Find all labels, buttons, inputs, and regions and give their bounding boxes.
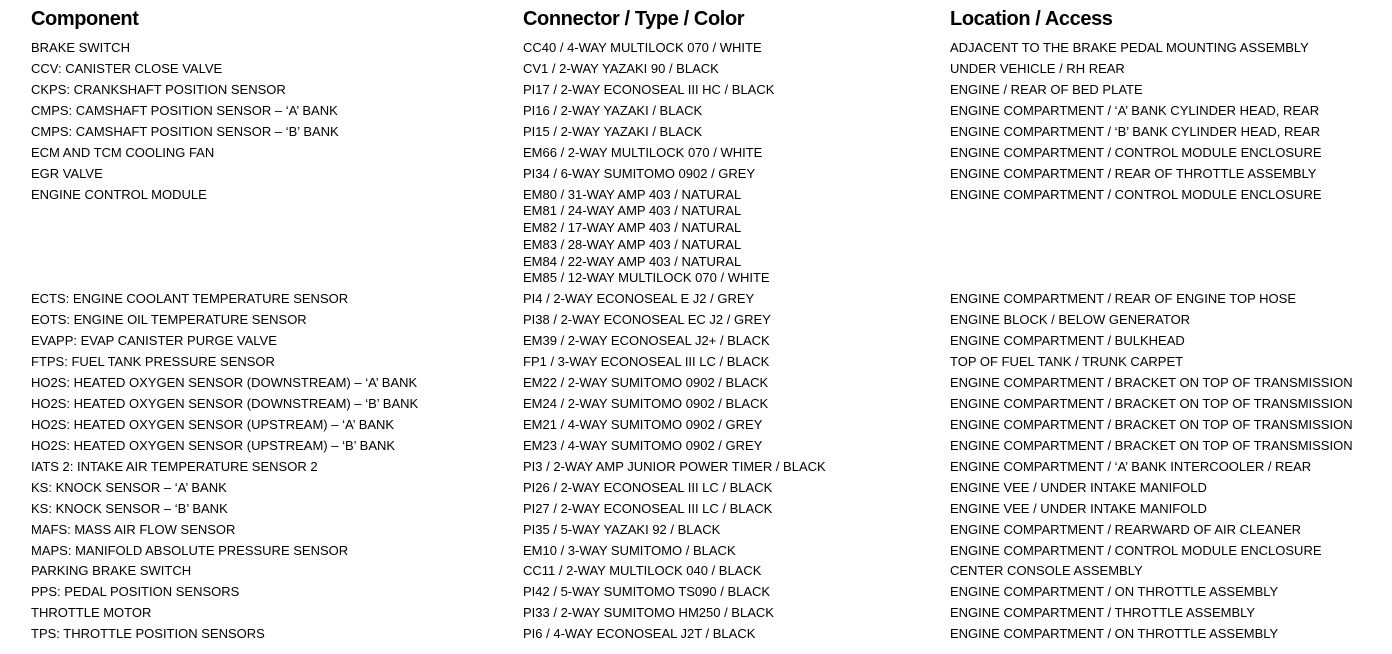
- table-row: [0, 394, 1392, 415]
- connector-line: EM85 / 12-WAY MULTILOCK 070 / WHITE: [523, 270, 770, 286]
- connector-line: EM39 / 2-WAY ECONOSEAL J2+ / BLACK: [523, 333, 770, 349]
- connector-cell: [523, 103, 702, 120]
- connector-line: EM10 / 3-WAY SUMITOMO / BLACK: [523, 542, 736, 558]
- component-cell: ENGINE CONTROL MODULE: [31, 186, 207, 202]
- location-cell: ENGINE COMPARTMENT / BRACKET ON TOP OF TRANSMISSION: [950, 437, 1353, 453]
- connector-line: PI26 / 2-WAY ECONOSEAL III LC / BLACK: [523, 479, 773, 495]
- location-cell: ENGINE COMPARTMENT / BRACKET ON TOP OF TRANSMISSION: [950, 395, 1353, 411]
- connector-line: PI16 / 2-WAY YAZAKI / BLACK: [523, 102, 703, 118]
- table-row: [0, 499, 1392, 520]
- table-row: [0, 185, 1392, 290]
- location-cell: ENGINE BLOCK / BELOW GENERATOR: [950, 312, 1191, 328]
- connector-cell: [523, 312, 771, 329]
- column-header-component: Component: [31, 8, 139, 30]
- location-cell: ENGINE COMPARTMENT / CONTROL MODULE ENCLOSURE: [950, 542, 1322, 558]
- connector-cell: [523, 626, 755, 643]
- connector-line: PI35 / 5-WAY YAZAKI 92 / BLACK: [523, 521, 721, 537]
- component-cell: HO2S: HEATED OXYGEN SENSOR (DOWNSTREAM) – ‘B’ BANK: [31, 395, 419, 411]
- table-row: [0, 457, 1392, 478]
- connector-cell: [523, 354, 769, 371]
- connector-line: PI34 / 6-WAY SUMITOMO 0902 / GREY: [523, 165, 756, 181]
- connector-line: EM82 / 17-WAY AMP 403 / NATURAL: [523, 220, 742, 236]
- table-row: [0, 582, 1392, 603]
- connector-line: EM22 / 2-WAY SUMITOMO 0902 / BLACK: [523, 375, 769, 390]
- table-row: [0, 561, 1392, 582]
- location-cell: ENGINE VEE / UNDER INTAKE MANIFOLD: [950, 479, 1207, 495]
- location-cell: ENGINE COMPARTMENT / BULKHEAD: [950, 333, 1185, 349]
- connector-line: EM81 / 24-WAY AMP 403 / NATURAL: [523, 203, 742, 219]
- component-cell: CMPS: CAMSHAFT POSITION SENSOR – ‘A’ BANK: [31, 102, 338, 118]
- connector-line: PI17 / 2-WAY ECONOSEAL III HC / BLACK: [523, 81, 775, 97]
- connector-line: PI6 / 4-WAY ECONOSEAL J2T / BLACK: [523, 626, 756, 642]
- component-cell: HO2S: HEATED OXYGEN SENSOR (UPSTREAM) – ‘B’ BANK: [31, 437, 396, 453]
- component-cell: FTPS: FUEL TANK PRESSURE SENSOR: [31, 354, 275, 370]
- component-cell: EGR VALVE: [31, 165, 103, 181]
- location-cell: ENGINE COMPARTMENT / ON THROTTLE ASSEMBLY: [950, 584, 1279, 600]
- connector-cell: [523, 543, 736, 560]
- component-cell: CMPS: CAMSHAFT POSITION SENSOR – ‘B’ BANK: [31, 123, 339, 139]
- table-body: [0, 38, 1392, 645]
- table-row: [0, 541, 1392, 562]
- connector-line: PI42 / 5-WAY SUMITOMO TS090 / BLACK: [523, 584, 771, 600]
- table-row: [0, 520, 1392, 541]
- location-cell: ENGINE COMPARTMENT / ‘A’ BANK INTERCOOLER / REAR: [950, 458, 1312, 474]
- connector-cell: [523, 82, 774, 99]
- table-row: [0, 373, 1392, 394]
- location-cell: ENGINE / REAR OF BED PLATE: [950, 81, 1143, 97]
- component-cell: TPS: THROTTLE POSITION SENSORS: [31, 626, 265, 642]
- connector-cell: [523, 584, 770, 601]
- table-row: [0, 436, 1392, 457]
- connector-cell: [523, 187, 770, 288]
- component-cell: HO2S: HEATED OXYGEN SENSOR (DOWNSTREAM) – ‘A’ BANK: [31, 375, 418, 390]
- table-row: [0, 310, 1392, 331]
- connector-cell: [523, 166, 755, 183]
- table-row: [0, 38, 1392, 59]
- connector-cell: [523, 61, 719, 78]
- connector-line: EM21 / 4-WAY SUMITOMO 0902 / GREY: [523, 416, 763, 432]
- connector-line: EM80 / 31-WAY AMP 403 / NATURAL: [523, 186, 742, 202]
- location-cell: ENGINE COMPARTMENT / ON THROTTLE ASSEMBLY: [950, 626, 1279, 642]
- connector-cell: [523, 291, 754, 308]
- connector-line: CC40 / 4-WAY MULTILOCK 070 / WHITE: [523, 40, 762, 55]
- component-cell: ECM AND TCM COOLING FAN: [31, 144, 215, 160]
- connector-line: PI38 / 2-WAY ECONOSEAL EC J2 / GREY: [523, 312, 771, 328]
- table-row: [0, 164, 1392, 185]
- connector-cell: [523, 333, 770, 350]
- column-header-connector: Connector / Type / Color: [523, 8, 745, 30]
- connector-cell: [523, 375, 768, 392]
- location-cell: ENGINE COMPARTMENT / BRACKET ON TOP OF TRANSMISSION: [950, 416, 1353, 432]
- component-cell: CCV: CANISTER CLOSE VALVE: [31, 60, 223, 76]
- connector-cell: [523, 438, 762, 455]
- location-cell: ENGINE COMPARTMENT / ‘A’ BANK CYLINDER HEAD, REAR: [950, 102, 1320, 118]
- connector-cell: [523, 501, 772, 518]
- connector-line: PI33 / 2-WAY SUMITOMO HM250 / BLACK: [523, 605, 774, 621]
- component-cell: PARKING BRAKE SWITCH: [31, 563, 192, 579]
- connector-cell: [523, 40, 762, 57]
- connector-cell: [523, 480, 772, 497]
- table-row: [0, 624, 1392, 645]
- location-cell: ENGINE VEE / UNDER INTAKE MANIFOLD: [950, 500, 1207, 516]
- connector-cell: [523, 396, 768, 413]
- location-cell: ADJACENT TO THE BRAKE PEDAL MOUNTING ASSEMBLY: [950, 40, 1309, 55]
- table-row: [0, 331, 1392, 352]
- connector-line: FP1 / 3-WAY ECONOSEAL III LC / BLACK: [523, 354, 770, 370]
- connector-cell: [523, 563, 761, 580]
- component-cell: KS: KNOCK SENSOR – ‘B’ BANK: [31, 500, 228, 516]
- location-cell: ENGINE COMPARTMENT / CONTROL MODULE ENCLOSURE: [950, 144, 1322, 160]
- connector-line: PI3 / 2-WAY AMP JUNIOR POWER TIMER / BLACK: [523, 458, 826, 474]
- connector-line: CV1 / 2-WAY YAZAKI 90 / BLACK: [523, 60, 719, 76]
- connector-line: EM66 / 2-WAY MULTILOCK 070 / WHITE: [523, 144, 763, 160]
- component-cell: CKPS: CRANKSHAFT POSITION SENSOR: [31, 81, 286, 97]
- connector-line: EM24 / 2-WAY SUMITOMO 0902 / BLACK: [523, 395, 769, 411]
- table-row: [0, 80, 1392, 101]
- component-cell: HO2S: HEATED OXYGEN SENSOR (UPSTREAM) – ‘A’ BANK: [31, 416, 395, 432]
- location-cell: ENGINE COMPARTMENT / THROTTLE ASSEMBLY: [950, 605, 1256, 621]
- table-row: [0, 603, 1392, 624]
- location-cell: ENGINE COMPARTMENT / ‘B’ BANK CYLINDER HEAD, REAR: [950, 123, 1321, 139]
- table-row: [0, 352, 1392, 373]
- table-row: [0, 122, 1392, 143]
- component-cell: KS: KNOCK SENSOR – ‘A’ BANK: [31, 479, 227, 495]
- connector-line: PI15 / 2-WAY YAZAKI / BLACK: [523, 123, 703, 139]
- component-cell: IATS 2: INTAKE AIR TEMPERATURE SENSOR 2: [31, 458, 318, 474]
- connector-line: EM83 / 28-WAY AMP 403 / NATURAL: [523, 236, 742, 252]
- connector-cell: [523, 605, 774, 622]
- table-row: [0, 59, 1392, 80]
- table-row: [0, 478, 1392, 499]
- location-cell: ENGINE COMPARTMENT / REAR OF ENGINE TOP HOSE: [950, 291, 1297, 307]
- table-row: [0, 101, 1392, 122]
- connector-cell: [523, 124, 702, 141]
- connector-cell: [523, 459, 826, 476]
- component-cell: MAPS: MANIFOLD ABSOLUTE PRESSURE SENSOR: [31, 542, 349, 558]
- component-cell: EVAPP: EVAP CANISTER PURGE VALVE: [31, 333, 277, 349]
- connector-line: EM23 / 4-WAY SUMITOMO 0902 / GREY: [523, 437, 763, 453]
- connector-line: EM84 / 22-WAY AMP 403 / NATURAL: [523, 253, 742, 269]
- table-row: [0, 289, 1392, 310]
- component-cell: EOTS: ENGINE OIL TEMPERATURE SENSOR: [31, 312, 307, 328]
- connector-cell: [523, 522, 720, 539]
- connector-cell: [523, 145, 762, 162]
- connector-line: PI27 / 2-WAY ECONOSEAL III LC / BLACK: [523, 500, 773, 516]
- component-cell: PPS: PEDAL POSITION SENSORS: [31, 584, 240, 600]
- connector-line: PI4 / 2-WAY ECONOSEAL E J2 / GREY: [523, 291, 755, 307]
- component-cell: ECTS: ENGINE COOLANT TEMPERATURE SENSOR: [31, 291, 349, 307]
- component-cell: THROTTLE MOTOR: [31, 605, 152, 621]
- component-cell: BRAKE SWITCH: [31, 40, 130, 55]
- location-cell: TOP OF FUEL TANK / TRUNK CARPET: [950, 354, 1184, 370]
- table-row: [0, 415, 1392, 436]
- location-cell: ENGINE COMPARTMENT / CONTROL MODULE ENCLOSURE: [950, 186, 1322, 202]
- component-cell: MAFS: MASS AIR FLOW SENSOR: [31, 521, 236, 537]
- location-cell: UNDER VEHICLE / RH REAR: [950, 60, 1125, 76]
- location-cell: ENGINE COMPARTMENT / REAR OF THROTTLE ASSEMBLY: [950, 165, 1317, 181]
- connector-line: CC11 / 2-WAY MULTILOCK 040 / BLACK: [523, 563, 762, 579]
- column-header-location: Location / Access: [950, 8, 1113, 30]
- connector-cell: [523, 417, 762, 434]
- location-cell: ENGINE COMPARTMENT / BRACKET ON TOP OF TRANSMISSION: [950, 375, 1353, 390]
- location-cell: ENGINE COMPARTMENT / REARWARD OF AIR CLEANER: [950, 521, 1302, 537]
- table-row: [0, 143, 1392, 164]
- location-cell: CENTER CONSOLE ASSEMBLY: [950, 563, 1143, 579]
